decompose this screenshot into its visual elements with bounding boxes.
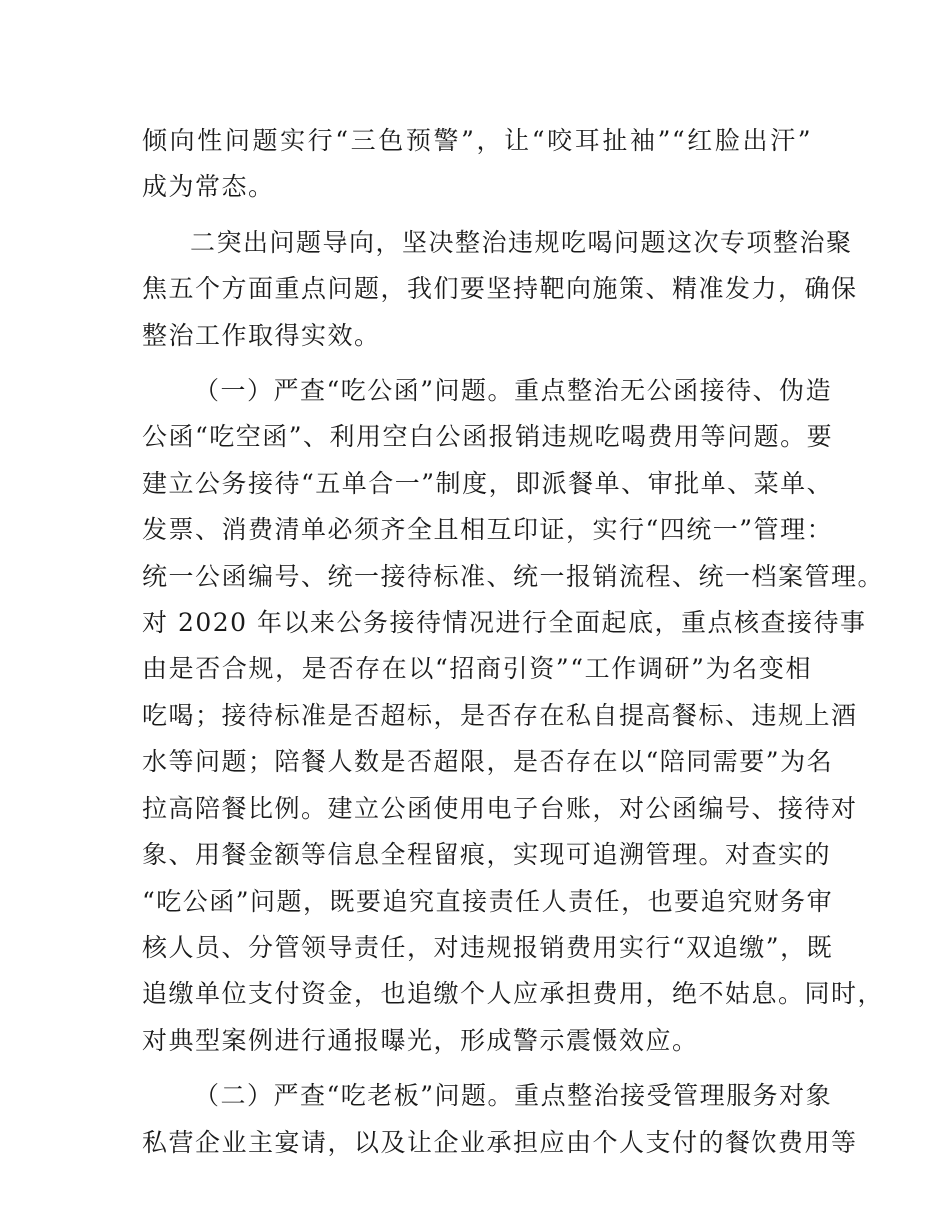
paragraph-business-owners bbox=[142, 1073, 858, 1166]
text-line: 焦五个方面重点问题，我们要坚持靶向施策、精准发力，确保 bbox=[142, 274, 858, 304]
text-line: 整治工作取得实效。 bbox=[142, 320, 381, 350]
paragraph-official-letters bbox=[142, 368, 885, 1064]
text-line: 核人员、分管领导责任，对违规报销费用实行“双追缴”，既 bbox=[142, 932, 834, 962]
text-line: 倾向性问题实行“三色预警”，让“咬耳扯袖”“红脸出汗” bbox=[142, 126, 812, 155]
text-line: 建立公务接待“五单合一”制度，即派餐单、审批单、菜单、 bbox=[142, 468, 834, 498]
text-line: 私营企业主宴请，以及让企业承担应由个人支付的餐饮费用等 bbox=[142, 1127, 858, 1157]
document-body bbox=[142, 118, 885, 1175]
text-line: 由是否合规，是否存在以“招商引资”“工作调研”为名变相 bbox=[142, 654, 812, 684]
text-line: 公函“吃空函”、利用空白公函报销违规吃喝费用等问题。要 bbox=[142, 422, 834, 452]
text-line: 统一公函编号、统一接待标准、统一报销流程、统一档案管理。 bbox=[142, 561, 885, 591]
text-line: 追缴单位支付资金，也追缴个人应承担费用，绝不姑息。同时， bbox=[142, 979, 885, 1009]
text-line: 吃喝；接待标准是否超标，是否存在私自提高餐标、违规上酒 bbox=[142, 700, 858, 730]
paragraph-section-two bbox=[142, 220, 858, 359]
text-line: 拉高陪餐比例。建立公函使用电子台账，对公函编号、接待对 bbox=[142, 793, 858, 823]
section-heading-line: 二突出问题导向，坚决整治违规吃喝问题这次专项整治聚 bbox=[190, 227, 853, 257]
text-line: 象、用餐金额等信息全程留痕，实现可追溯管理。对查实的 bbox=[142, 840, 832, 870]
paragraph-warning bbox=[142, 118, 812, 211]
text-line: 对典型案例进行通报曝光，形成警示震慑效应。 bbox=[142, 1025, 699, 1055]
text-line: 对 2020 年以来公务接待情况进行全面起底，重点核查接待事 bbox=[142, 608, 867, 638]
subsection-heading-line: （一）严查“吃公函”问题。重点整治无公函接待、伪造 bbox=[194, 376, 833, 406]
text-line: “吃公函”问题，既要追究直接责任人责任，也要追究财务审 bbox=[142, 886, 834, 916]
text-line: 发票、消费清单必须齐全且相互印证，实行“四统一”管理： bbox=[142, 515, 834, 545]
text-line: 成为常态。 bbox=[142, 172, 275, 202]
text-line: 水等问题；陪餐人数是否超限，是否存在以“陪同需要”为名 bbox=[142, 747, 834, 777]
subsection-heading-line: （二）严查“吃老板”问题。重点整治接受管理服务对象 bbox=[194, 1081, 833, 1111]
